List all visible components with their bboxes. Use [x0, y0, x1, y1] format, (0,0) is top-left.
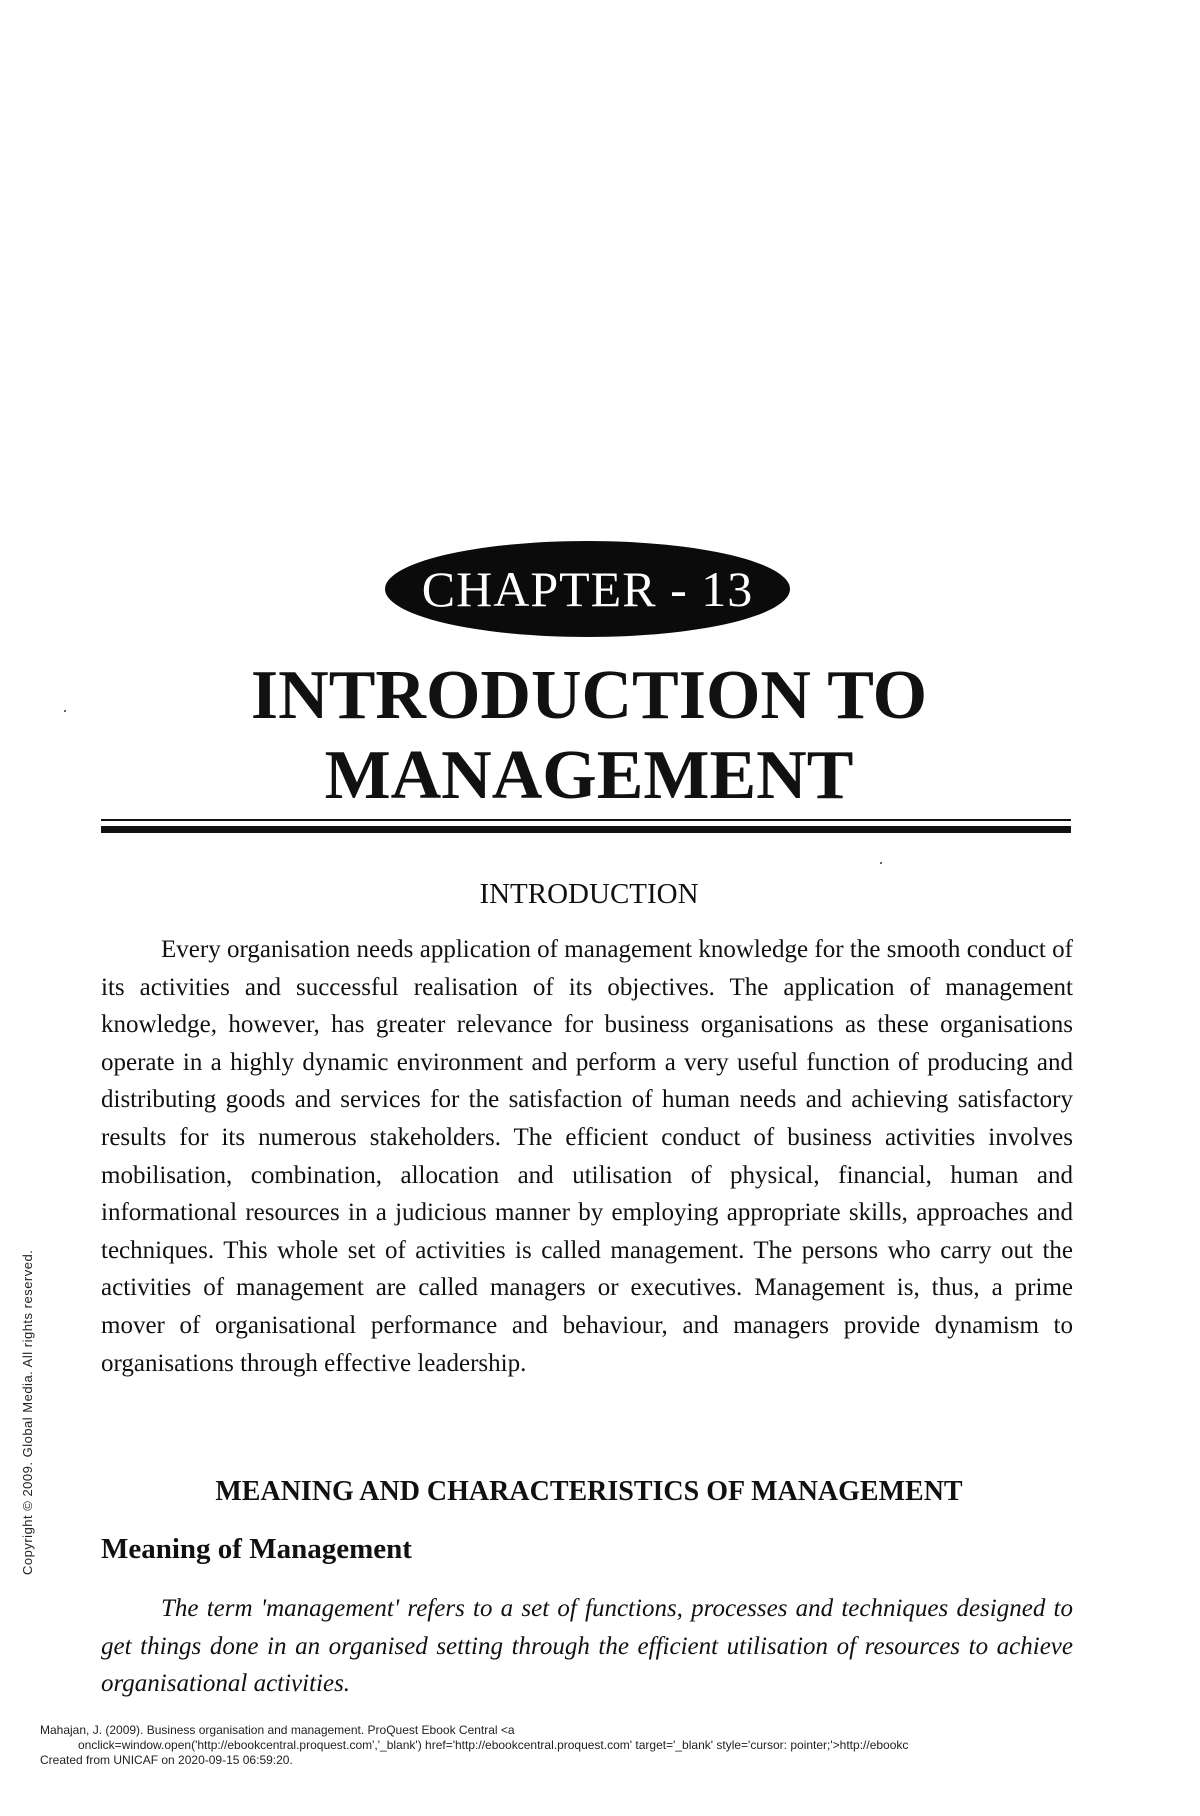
citation-line-2: onclick=window.open('http://ebookcentral.proquest.com','_blank') href='http://ebookcentral.proquest.com' target='_blank' style='cursor: pointer;'>http://ebookc [78, 1738, 909, 1752]
introduction-paragraph: Every organisation needs application of management knowledge for the smooth conduct of its activities and successful realisation of its objectives. The application of management knowledge, however, has greater relevance for business organisations as these organisations operate in a highly dynamic environment and perform a very useful function of producing and distributing goods and services for the satisfaction of human needs and achieving satisfactory results for its numerous stakeholders. The efficient conduct of business activities involves mobilisation, combination, allocation and utilisation of physical, financial, human and informational resources in a judicious manner by employing appropriate skills, approaches and techniques. This whole set of activities is called management. The persons who carry out the activities of management are called managers or executives. Management is, thus, a prime mover of organisational performance and behaviour, and managers provide dynamism to organisations through effective leadership. [101, 936, 1073, 1377]
citation-line-1: Mahajan, J. (2009). Business organisation and management. ProQuest Ebook Central <a [40, 1723, 515, 1737]
management-definition: The term 'management' refers to a set of functions, processes and techniques designed to get things done in an organised setting through the efficient utilisation of resources to achieve organisational activities. [101, 1595, 1073, 1698]
title-divider-thin [101, 819, 1071, 821]
chapter-number-badge: CHAPTER - 13 [385, 541, 790, 637]
chapter-title-line-1: INTRODUCTION TO [250, 657, 928, 734]
scan-speck [64, 710, 66, 712]
scan-speck [880, 862, 882, 864]
citation-footer [40, 1723, 1190, 1768]
chapter-title-line-2: MANAGEMENT [324, 737, 854, 814]
citation-line-3: Created from UNICAF on 2020-09-15 06:59:20. [40, 1753, 293, 1767]
title-divider-thick [101, 826, 1071, 833]
copyright-notice: Copyright © 2009. Global Media. All rights reserved. [20, 1249, 35, 1575]
introduction-heading: INTRODUCTION [479, 878, 699, 910]
meaning-characteristics-heading: MEANING AND CHARACTERISTICS OF MANAGEMENT [215, 1476, 963, 1507]
meaning-of-management-subheading: Meaning of Management [101, 1533, 412, 1565]
